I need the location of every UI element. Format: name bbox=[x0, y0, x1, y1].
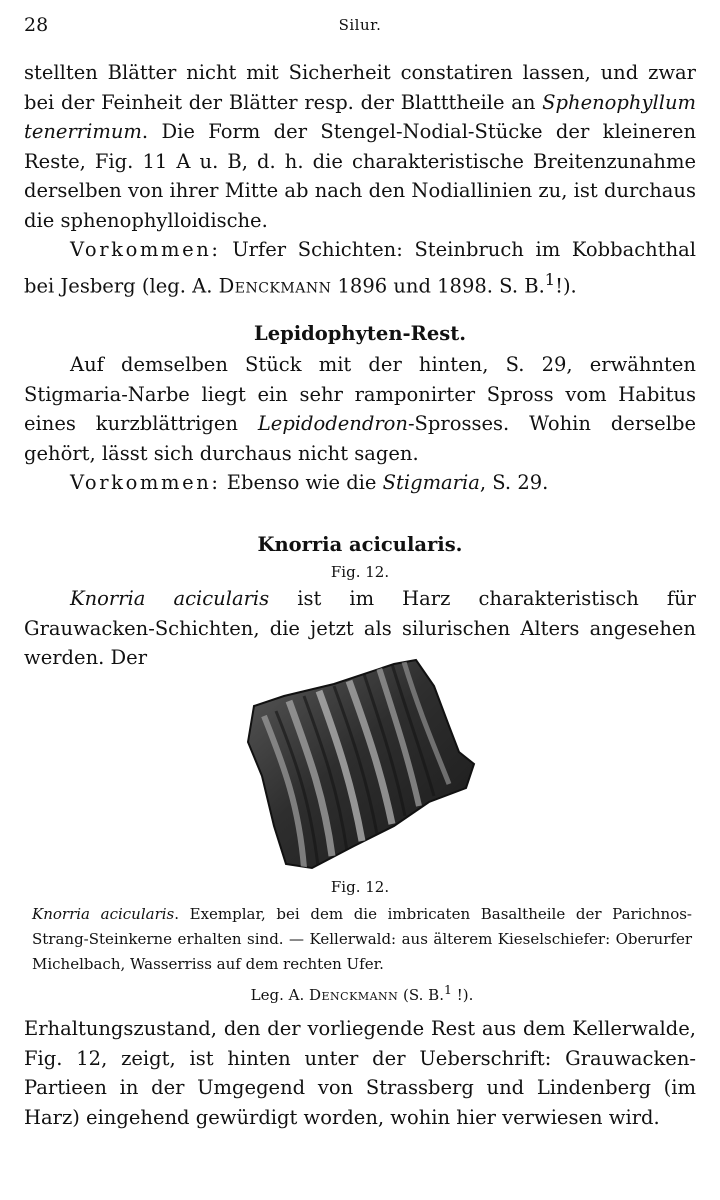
italic-term: Sphenophyllum tenerrimum bbox=[24, 90, 696, 143]
footnote-mark: 1 bbox=[544, 269, 556, 289]
text-run: , S. 29. bbox=[479, 471, 549, 494]
text-run: ist im Harz charakteristisch für Grauwacken-Schichten, die jetzt als silurischen Alters angesehen werden. Der bbox=[24, 587, 696, 669]
running-header bbox=[24, 14, 696, 38]
text-run: (S. B. bbox=[398, 986, 444, 1004]
text-run: 1896 und 1898. S. B. bbox=[331, 274, 545, 297]
italic-term: Knorria acicularis bbox=[32, 905, 175, 923]
text-run: !). bbox=[555, 274, 577, 297]
text-block-erhaltung bbox=[24, 1014, 696, 1132]
text-run: Ebenso wie die bbox=[220, 471, 383, 494]
footnote-mark: 1 bbox=[443, 982, 452, 997]
text-run: !). bbox=[451, 986, 474, 1004]
section-heading-lepidophyten: Lepidophyten-Rest. bbox=[253, 322, 466, 345]
italic-term: Knorria acicularis bbox=[70, 587, 270, 610]
italic-term: Lepidodendron bbox=[257, 412, 408, 435]
author-name: Denckmann bbox=[309, 986, 399, 1004]
figure-reference: Fig. 12. bbox=[330, 563, 390, 581]
text-run: stellten Blätter nicht mit Sicherheit constatiren lassen, und zwar bei der Feinheit der Blätter resp. der Blatttheile an bbox=[24, 61, 696, 114]
text-block-sphenophyllum bbox=[24, 58, 696, 301]
occurrence-paragraph bbox=[24, 235, 696, 301]
text-run: Erhaltungszustand, den der vorliegende Rest aus dem Kellerwalde, Fig. 12, zeigt, ist hinten unter der Ueberschrift: Grauwacken-Partieen in der Umgegend von Strassberg und Lindenberg (im Harz) eingehend gewürdigt worden, wohin hier verwiesen wird. bbox=[24, 1017, 696, 1129]
text-run: Urfer Schichten: Steinbruch im Kobbachthal bei Jesberg (leg. A. bbox=[24, 238, 696, 297]
text-run: Vorkommen: bbox=[70, 238, 221, 261]
text-run: Auf demselben Stück mit der hinten, S. 29, erwähnten Stigmaria-Narbe liegt ein sehr ramponirter Spross vom Habitus eines kurzblättrigen bbox=[24, 353, 696, 435]
text-run: . Die Form der Stengel-Nodial-Stücke der kleineren Reste, Fig. 11 A u. B, d. h. die charakteristische Breitenzunahme derselben von ihrer Mitte ab nach den Nodiallinien zu, ist durchaus die sphenophylloidische. bbox=[24, 120, 696, 232]
text-block-lepidophyten bbox=[24, 350, 696, 498]
occurrence-paragraph bbox=[24, 468, 696, 498]
text-run: -Sprosses. Wohin derselbe gehört, lässt sich durchaus nicht sagen. bbox=[24, 412, 696, 465]
text-run: Leg. A. bbox=[250, 986, 309, 1004]
page-number: 28 bbox=[24, 14, 49, 36]
paragraph bbox=[24, 58, 696, 235]
paragraph bbox=[24, 350, 696, 468]
caption-credit bbox=[32, 977, 692, 1008]
figure-label: Fig. 12. bbox=[330, 878, 390, 896]
fossil-figure-image bbox=[244, 656, 476, 870]
italic-term: Stigmaria bbox=[382, 471, 480, 494]
caption-text bbox=[32, 902, 692, 977]
paragraph bbox=[24, 1014, 696, 1132]
author-name: Denckmann bbox=[218, 274, 332, 297]
figure-caption bbox=[32, 902, 692, 1008]
section-heading-knorria: Knorria acicularis. bbox=[257, 533, 463, 556]
running-title: Silur. bbox=[338, 16, 382, 34]
text-run: . Exemplar, bei dem die imbricaten Basaltheile der Parichnos-Strang-Steinkerne erhalten sind. — Kellerwald: aus älterem Kieselschiefer: Oberurfer Michelbach, Wasserriss auf dem rechten Ufer. bbox=[32, 905, 692, 973]
text-run: Vorkommen: bbox=[70, 471, 221, 494]
